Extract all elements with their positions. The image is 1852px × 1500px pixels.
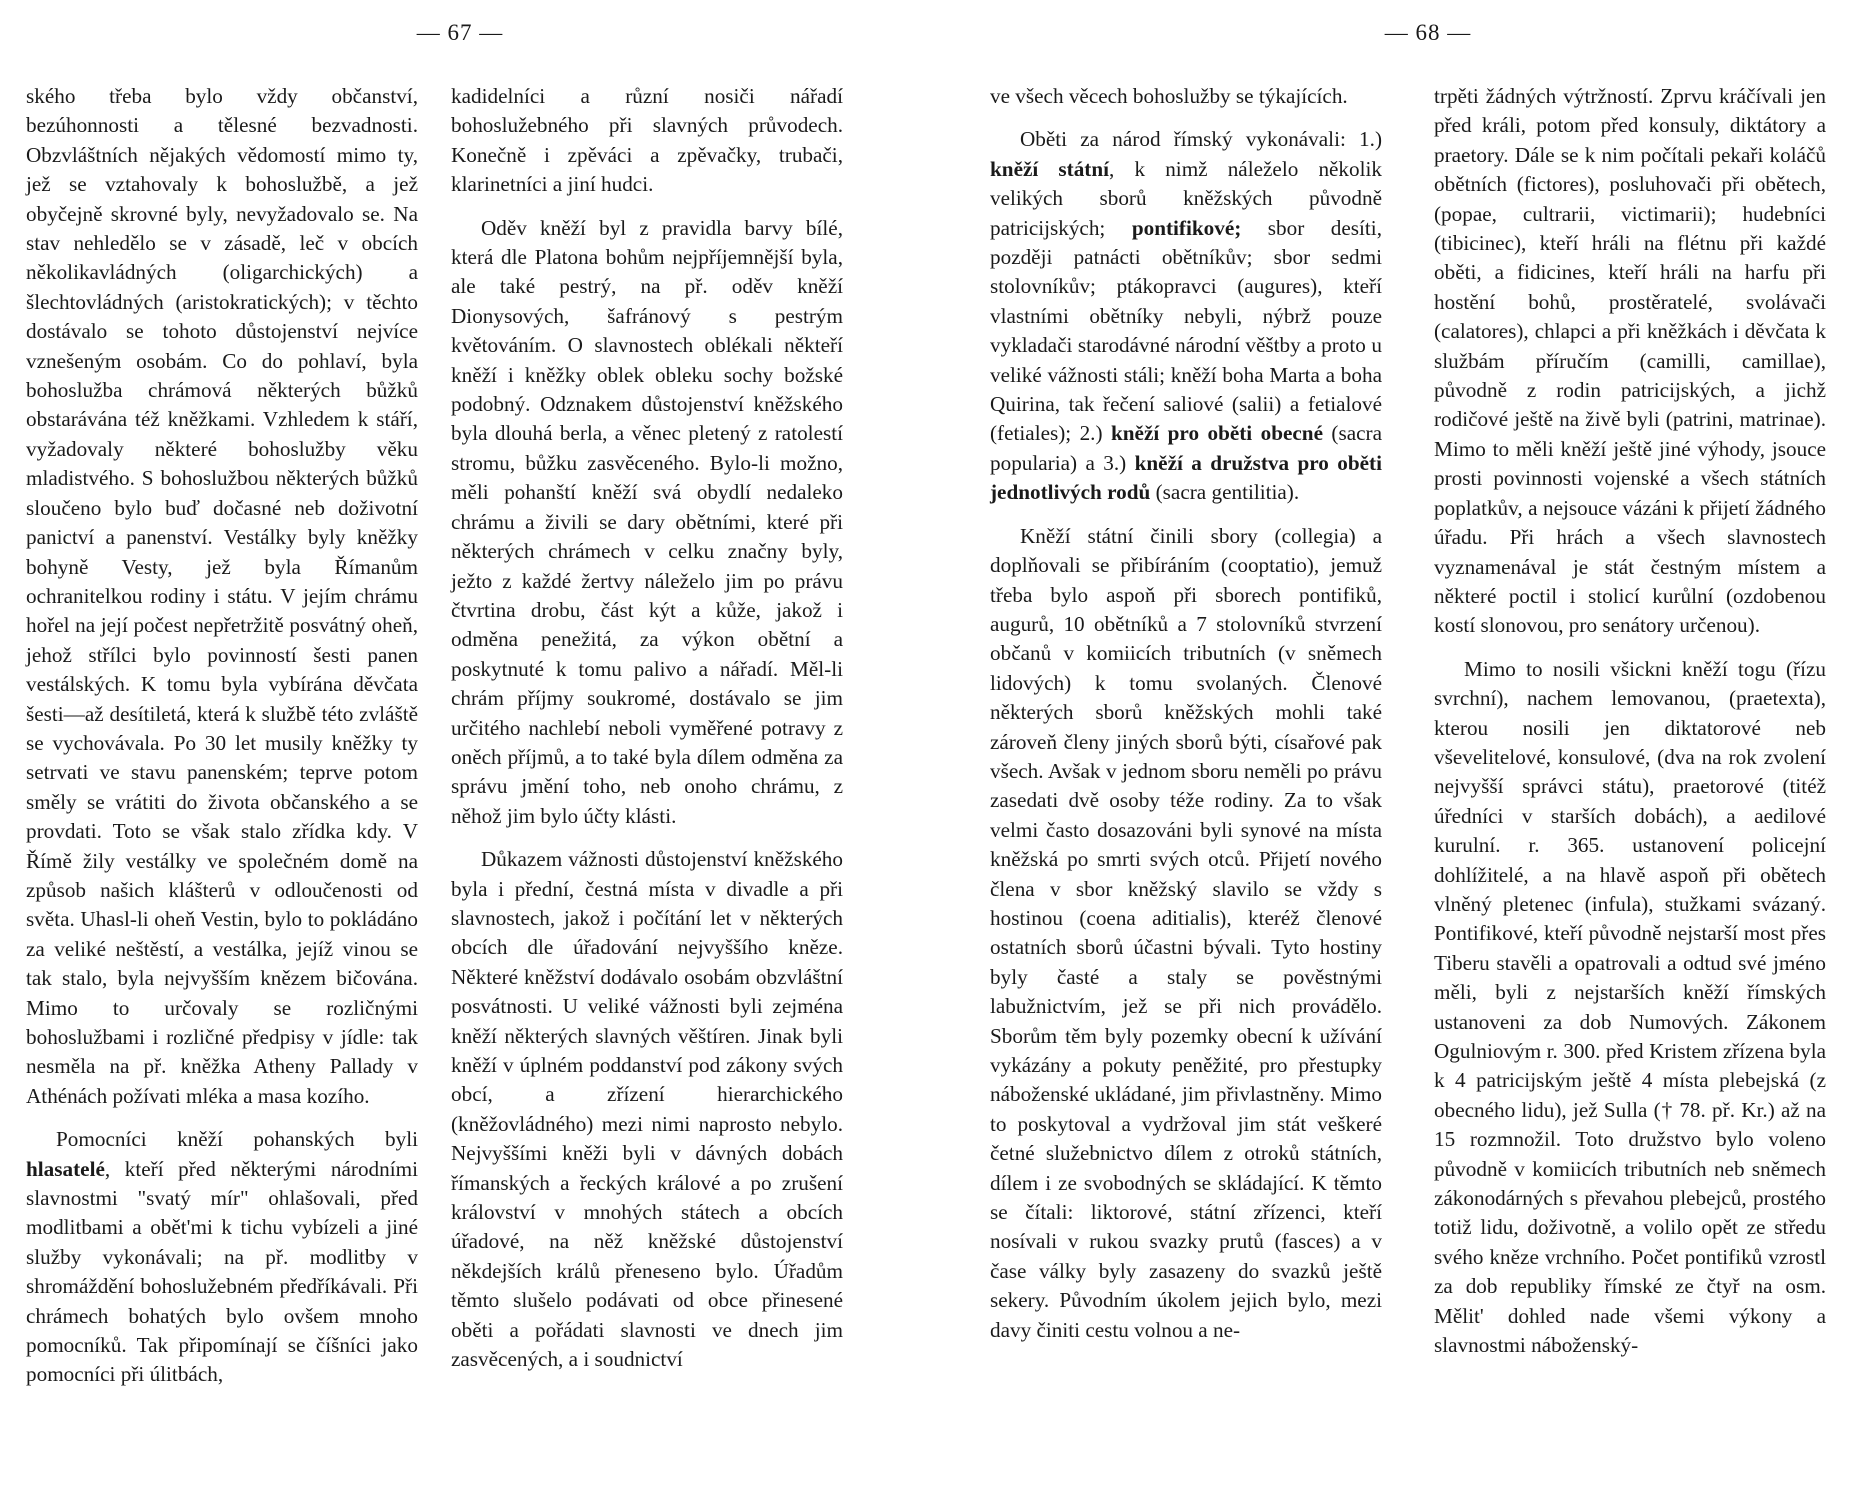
page-number-right: — 68 — <box>1384 20 1472 45</box>
bold-term: kněží státní <box>990 156 1110 181</box>
text-run: , k nimž náleželo několik velikých sborů kněžských původně patricijských; <box>990 156 1382 240</box>
text-run: sbor desíti, později patnácti obětníkův; sbor sedmi stolovníkův; ptákopravci (augures), kteří vlastními obětníky nebyli, nýbrž pouze vykladači starodávné národní věštby a proto u veliké vážnosti stáli; kněží boha Marta a boha Quirina, tak řečení saliové (salii) a fetialové (fetiales); 2.) <box>990 215 1382 446</box>
paragraph: ve všech věcech bohoslužby se týkajících. <box>990 84 1348 108</box>
text-run: Pomocníci kněží pohanských byli <box>56 1127 418 1152</box>
paragraph <box>990 125 1382 507</box>
paragraph: Kněží státní činili sbory (collegia) a doplňovali se přibíráním (cooptatio), jemuž třeba bylo aspoň při sborech pontifiků, augurů, 10 obětníků a 7 stolovníků stvrzení občanů v komiicích tributních (v sněmech lidových) k tomu svolaných. Členové některých sborů kněžských mohli také zároveň členy jiných sborů býti, císařové pak všech. Avšak v jednom sboru neměli po právu zasedati dvě osoby téže rodiny. Za to však velmi často dosazováni byli synové na místa kněžská po smrti svých otců. Přijetí nového člena v sbor kněžský slavilo se vždy s hostinou (coena aditialis), kteréž členové ostatních sborů účastni bývali. Tyto hostiny byly časté a staly se pověstnými labužnictvím, jež se při nich provádělo. Sborům těm byly pozemky obecní k užívání vykázány a pokuty peněžité, pro přestupky náboženské ukládané, jim přivlastněny. Mimo to poskytoval a vydržoval jim stát veškeré četné služebnictvo dílem z otroků státních, dílem i ze svobodných se skládající. K těmto se čítali: liktorové, státní zřízenci, kteří nosívali v rukou svazky prutů (fasces) a v čase války byly zasazeny do svazků ještě sekery. Původním úkolem jejich bylo, mezi davy činiti cestu volnou a ne- <box>990 523 1382 1342</box>
column-2 <box>451 82 843 1374</box>
bold-term: kněží a družstva pro oběti jednotlivých rodů <box>990 450 1382 505</box>
bold-term: kněží pro oběti obecné <box>1110 421 1323 446</box>
paragraph <box>26 1125 418 1390</box>
paragraph: Důkazem vážnosti důstojenství kněžského byla i přední, čestná místa v divadle a při slavnostech, jakož i počítání let v některých obcích dle úřadování nejvyššího kněze. Některé kněžství dodávalo osobám obzvláštní posvátnosti. U veliké vážnosti byli zejména kněží některých slavných věštíren. Jinak byli kněží v úplném poddanství pod zákony svých obcí, a zřízení hierarchického (kněžovládného) mezi nimi naprosto nebylo. Nejvyššími kněži byli v dávných dobách římanských a řeckých králové a po zrušení království v mnohých státech a obcích úřadové, na něž kněžské důstojenství někdejších králů přeneseno bylo. Úřadům těmto slušelo podávati od obce přinesené oběti a pořádati slavnosti ve dnech jim zasvěcených, a i soudnictví <box>451 847 843 1372</box>
paragraph: Mimo to nosili všickni kněží togu (řízu svrchní), nachem lemovanou, (praetexta), kterou nosili jen diktatorové neb vševelitelové, konsulové, (dva na rok zvolení nejvyšší správci státu), praetorové (titéž úředníci v starších dobách), a aedilové kurulní. r. 365. ustanovení policejní dohlížitelé, a na hlavě aspoň při obětech vlněný pletenec (infula), stužkami svázaný. Pontifikové, kteří původně nejstarší most přes Tiberu stavěli a opatrovali a odtud své jméno měli, byli z nejstarších kněží římských ustanoveni za dob Numových. Zákonem Ogulniovým r. 300. před Kristem zřízena byla k 4 patricijským ještě 4 místa plebejská (z obecného lidu), jež Sulla († 78. př. Kr.) až na 15 rozmnožil. Toto družstvo bylo voleno původně v komiicích tributních neb sněmech zákonodárných s převahou plebejců, prostého totiž lidu, doživotně, a volilo opět ze středu svého kněze vrchního. Počet pontifiků vzrostl za dob republiky římské ze čtyř na osm. Mělit' dohled nade všemi výkony a slavnostmi náboženský- <box>1434 656 1826 1358</box>
column-3 <box>990 82 1382 1345</box>
bold-term: pontifikové; <box>1131 215 1242 240</box>
bold-term: hlasatelé <box>26 1156 105 1181</box>
paragraph: trpěti žádných výtržností. Zprvu kráčívali jen před králi, potom před konsuly, diktátory a praetory. Dále se k nim počítali pekaři koláčů obětních (fictores), posluhovači při obětech, (popae, cultrarii, victimarii); hudebníci (tibicinec), kteří hráli na flétnu při každé oběti, a fidicines, kteří hráli na harfu při hostění bohů, prostěratelé, svolávači (calatores), chlapci a při kněžkách i děvčata k službám příručím (camilli, camillae), původně z rodin patricijských, a jichž rodičové ještě na živě byli (patrini, matrinae). Mimo to měli kněží ještě jiné výhody, jsouce prosti povinnosti vojenské a všech státních poplatkův, a nejsouce vázáni k přijetí žádného úřadu. Při hrách a všech slavnostech vyznamenával je stát čestným místem a některé poctil i stolicí kurůlní (ozdobenou kostí slonovou, pro senátory určenou). <box>1434 84 1826 638</box>
column-4 <box>1434 82 1826 1360</box>
text-run: Oběti za národ římský vykonávali: 1.) <box>1020 127 1382 152</box>
paragraph: kadidelníci a různí nosiči nářadí bohoslužebného při slavných průvodech. Konečně i zpěváci a zpěvačky, trubači, klarinetníci a jiní hudci. <box>451 84 843 197</box>
text-run: (sacra popularia) a 3.) <box>990 421 1382 475</box>
paragraph: Oděv kněží byl z pravidla barvy bílé, která dle Platona bohům nejpříjemnější byla, ale také pestrý, na př. oděv kněží Dionysových, šafránový s pestrým květováním. O slavnostech oblékali někteří kněží i kněžky oblek obleku sochy božské podobný. Odznakem důstojenství kněžského byla dlouhá berla, a věnec pletený z ratolestí stromu, bůžku zasvěceného. Bylo-li možno, měli pohanští kněží svá obydlí nedaleko chrámu a živili se dary obětními, které při některých chrámech v celku značny byly, ježto z každé žertvy náleželo jim po právu čtvrtina drobu, část kýt a kůže, jakož i odměna penežitá, za výkon obětní a poskytnuté k tomu palivo a nářadí. Měl-li chrám příjmy soukromé, dostávalo se jim určitého nachlebí neboli vyměřené potravy z oněch příjmů, a to také byla dílem odměna za správu jmění toho, neb onoho chrámu, z něhož jim bylo účty klásti. <box>451 215 843 828</box>
paragraph: ského třeba bylo vždy občanství, bezúhonnosti a tělesné bezvadnosti. Obzvláštních nějakých vědomostí mimo ty, jež se vztahovaly k bohoslužbě, a jež obyčejně skrovné byly, nevyžadovalo se. Na stav nehledělo se v zásadě, leč v obcích několikavládných (oligarchických) a šlechtovládných (aristokratických); v těchto dostávalo se tohoto důstojenství nejvíce vznešeným osobám. Co do pohlaví, byla bohoslužba chrámová některých bůžků obstarávána též kněžkami. Vzhledem k stáří, vyžadovaly některé bohoslužby věku mladistvého. S bohoslužbou některých bůžků sloučeno bylo buď dočasné neb doživotní panictví a panenství. Vestálky byly kněžky bohyně Vesty, jež byla Římanům ochranitelkou rodiny i státu. V jejím chrámu hořel na její počest nepřetržitě posvátný oheň, jehož střílci bylo povinností šesti panen vestálských. K tomu byla vybírána děvčata šesti—až desítiletá, která k službě této zvláště se vychovávala. Po 30 let musily kněžky ty setrvati ve stavu panenském; teprve potom směly se vrátiti do života občanského a se provdati. Toto se však stalo zřídka kdy. V Římě žily vestálky ve společném domě na způsob našich klášterů v odloučenosti od světa. Uhasl-li oheň Vestin, bylo to pokládáno za veliké neštěstí, a vestálka, jejíž vinou se tak stalo, byla nejvyšším knězem bičována. Mimo to určovaly se rozličnými bohoslužbami i rozličné předpisy v jídle: tak nesměla na př. kněžka Atheny Pallady v Athénách požívati mléka a masa kozího. <box>26 84 418 1108</box>
text-run: (sacra gentilitia). <box>1150 480 1300 505</box>
text-run: , kteří před některými národními slavnostmi "svatý mír" ohlašovali, před modlitbami a obět'mi k tichu vybízeli a jiné služby vykonávali; na př. modlitby v shromáždění bohoslužebném předříkávali. Při chrámech bohatých bylo ovšem mnoho pomocníků. Tak připomínají se číšníci jako pomocníci při úlitbách, <box>26 1156 418 1387</box>
page-number-left: — 67 — <box>416 20 504 45</box>
column-1 <box>26 82 418 1390</box>
